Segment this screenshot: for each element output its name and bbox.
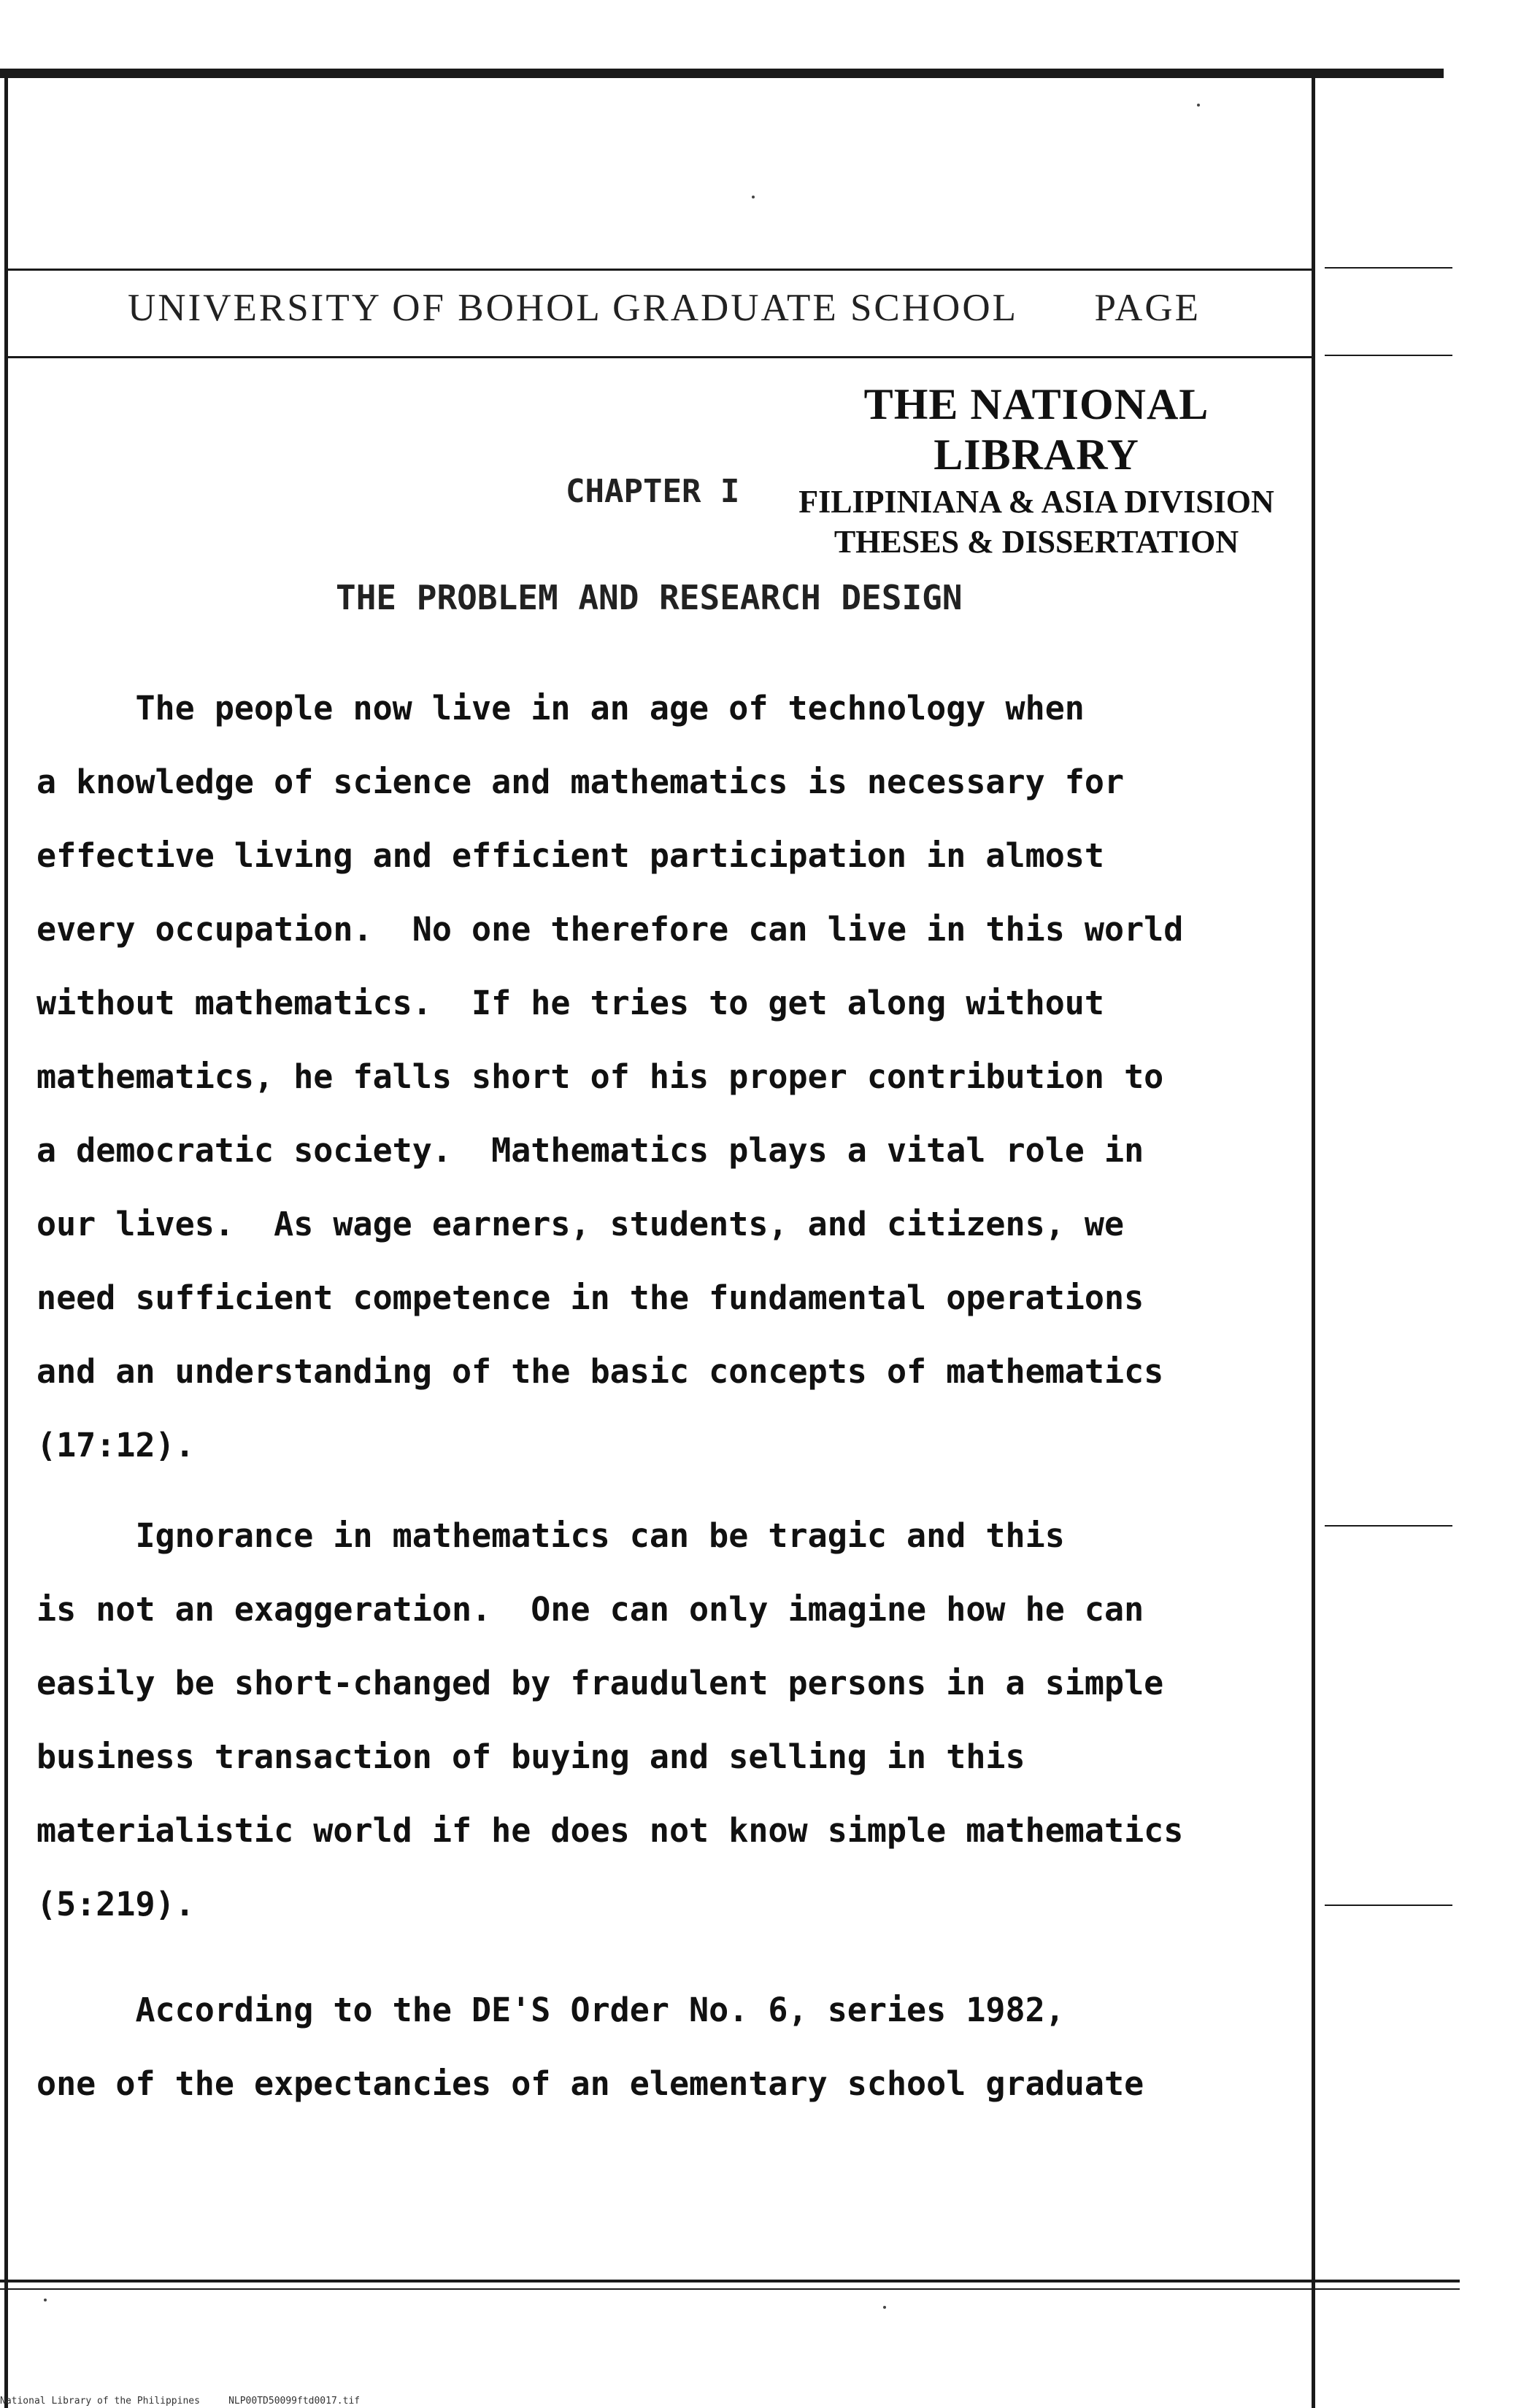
stamp-line-2: FILIPINIANA & ASIA DIVISION <box>798 484 1274 520</box>
text-line: one of the expectancies of an elementary school graduate <box>36 2064 1144 2103</box>
scan-speck <box>44 2299 47 2301</box>
text-line: effective living and efficient participation in almost <box>36 836 1104 875</box>
text-line: materialistic world if he does not know simple mathematics <box>36 1811 1184 1850</box>
page-header <box>128 286 1201 330</box>
library-stamp <box>788 379 1285 560</box>
chapter-title: THE PROBLEM AND RESEARCH DESIGN <box>336 578 963 617</box>
left-border <box>4 73 8 2408</box>
page-label: PAGE <box>1094 287 1201 329</box>
text-line: business transaction of buying and selling in this <box>36 1737 1025 1776</box>
institution-name: UNIVERSITY OF BOHOL GRADUATE SCHOOL <box>128 287 1018 329</box>
text-line: Ignorance in mathematics can be tragic and this <box>36 1516 1065 1555</box>
right-border <box>1312 73 1315 2408</box>
text-line: (17:12). <box>36 1426 195 1465</box>
margin-rule-1 <box>1325 267 1452 269</box>
text-line: a knowledge of science and mathematics is necessary for <box>36 763 1125 801</box>
text-line: every occupation. No one therefore can live in this world <box>36 910 1184 949</box>
text-line: According to the DE'S Order No. 6, series 1982, <box>36 1991 1065 2029</box>
text-line: a democratic society. Mathematics plays a vital role in <box>36 1131 1144 1170</box>
text-line: and an understanding of the basic concepts of mathematics <box>36 1352 1164 1391</box>
text-line: is not an exaggeration. One can only imagine how he can <box>36 1590 1144 1629</box>
paragraph-1 <box>36 671 1270 1482</box>
text-line: (5:219). <box>36 1885 195 1923</box>
top-border <box>0 69 1444 78</box>
text-line: The people now live in an age of technology when <box>36 689 1085 728</box>
stamp-line-3: THESES & DISSERTATION <box>834 524 1239 560</box>
scan-speck <box>752 196 755 198</box>
stamp-line-1: THE NATIONAL LIBRARY <box>863 380 1209 479</box>
header-top-rule <box>7 269 1314 271</box>
text-line: easily be short-changed by fraudulent persons in a simple <box>36 1664 1164 1702</box>
scan-footer <box>0 2396 360 2407</box>
text-line: our lives. As wage earners, students, and citizens, we <box>36 1205 1125 1243</box>
bottom-rule-inner <box>0 2288 1460 2290</box>
footer-file: NLP00TD50099ftd0017.tif <box>228 2396 361 2407</box>
chapter-label: CHAPTER I <box>566 473 740 510</box>
paragraph-3 <box>36 1973 1270 2120</box>
margin-rule-2 <box>1325 355 1452 356</box>
margin-rule-3 <box>1325 1525 1452 1527</box>
margin-rule-4 <box>1325 1905 1452 1906</box>
scan-speck <box>883 2306 886 2309</box>
bottom-rule <box>0 2280 1460 2282</box>
text-line: without mathematics. If he tries to get along without <box>36 984 1104 1022</box>
footer-source: National Library of the Philippines <box>0 2396 200 2407</box>
header-bottom-rule <box>7 356 1314 358</box>
text-line: need sufficient competence in the fundamental operations <box>36 1278 1144 1317</box>
paragraph-2 <box>36 1499 1270 1941</box>
text-line: mathematics, he falls short of his proper contribution to <box>36 1057 1164 1096</box>
scan-speck <box>1197 104 1200 107</box>
